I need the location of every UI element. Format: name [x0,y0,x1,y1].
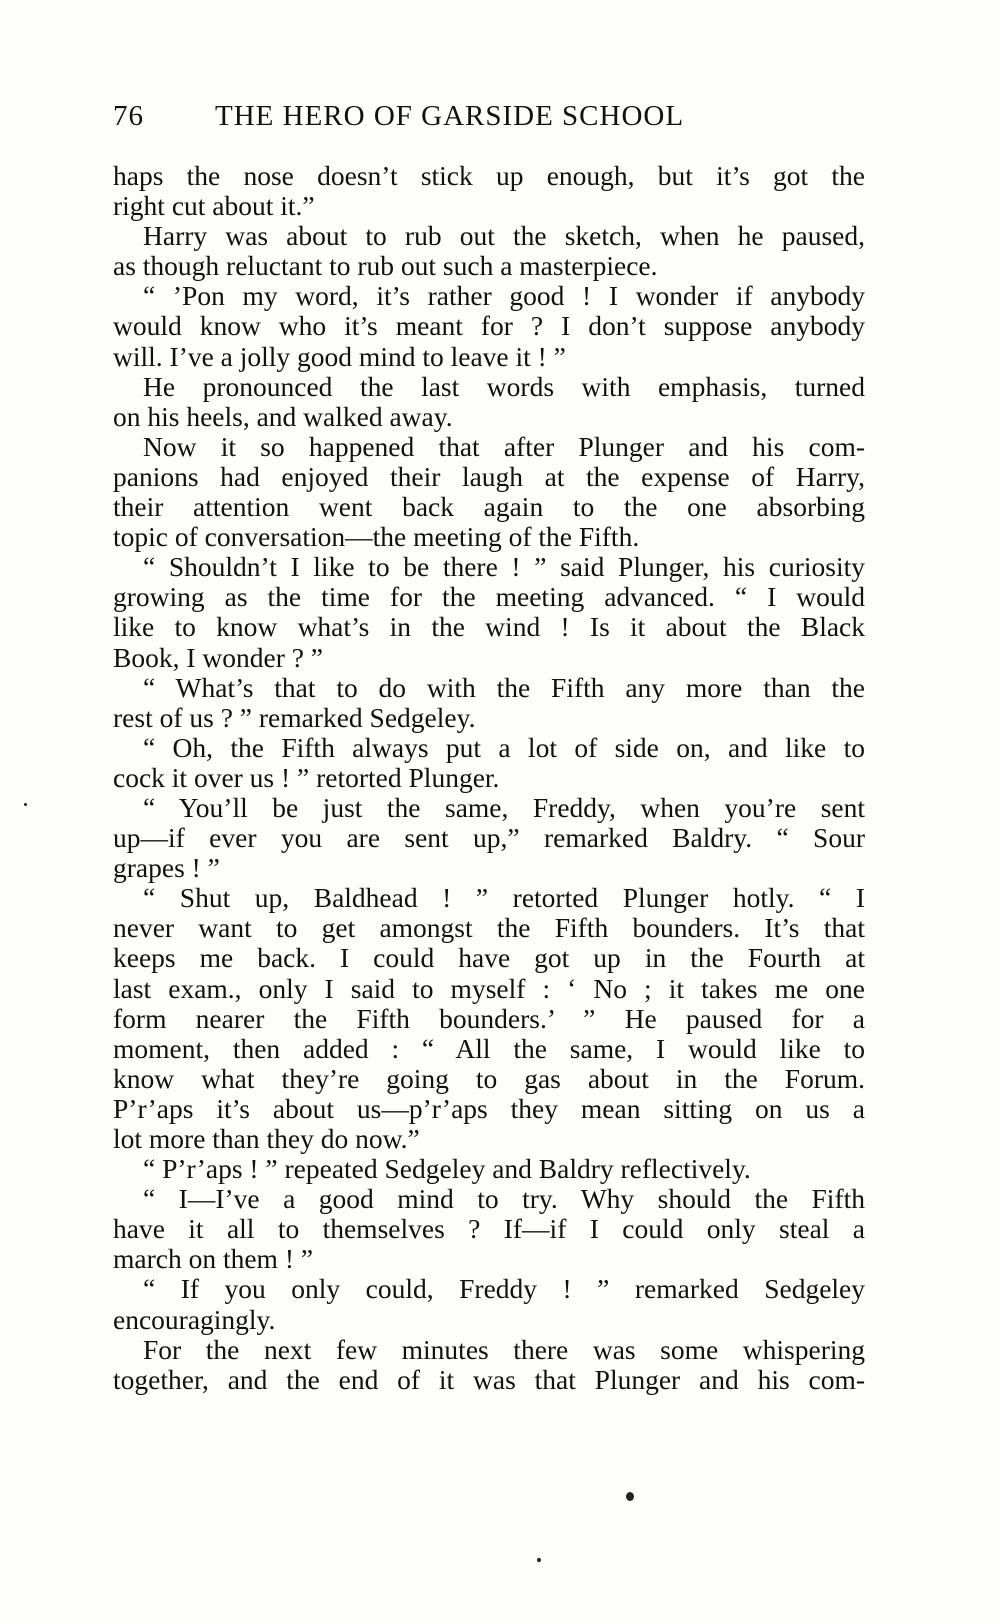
text-line: will. I’ve a jolly good mind to leave it ! ” [113,341,566,372]
text-line: haps the nose doesn’t stick up enough, but it’s got the [113,161,865,191]
text-line: Now it so happened that after Plunger and his com- [143,431,865,462]
text-line: right cut about it.” [113,191,315,222]
page-number: 76 [113,100,144,132]
text-line: have it all to themselves ? If—if I could only steal a [113,1214,865,1245]
text-line: For the next few minutes there was some whispering [143,1334,865,1365]
text-line: keeps me back. I could have got up in the Fourth at [113,943,865,974]
body-text [113,161,865,1395]
text-line: topic of conversation—the meeting of the Fifth. [113,522,640,553]
text-line: panions had enjoyed their laugh at the expense of Harry, [113,461,865,492]
text-line: “ ’Pon my word, it’s rather good ! I wonder if anybody [143,281,865,312]
text-line: He pronounced the last words with emphasis, turned [143,371,865,402]
text-line: Harry was about to rub out the sketch, when he paused, [143,221,865,252]
running-header [113,100,873,140]
text-line: like to know what’s in the wind ! Is it about the Black [113,612,865,643]
text-line: “ Oh, the Fifth always put a lot of side on, and like to [143,732,865,763]
text-line: “ P’r’aps ! ” repeated Sedgeley and Baldry reflectively. [143,1154,751,1185]
text-line: on his heels, and walked away. [113,401,453,432]
text-line: last exam., only I said to myself : ‘ No ; it takes me one [113,973,865,1004]
text-line: “ Shouldn’t I like to be there ! ” said Plunger, his curiosity [143,552,865,583]
text-line: moment, then added : “ All the same, I would like to [113,1033,865,1064]
text-line: never want to get amongst the Fifth bounders. It’s that [113,913,865,944]
text-line: P’r’aps it’s about us—p’r’aps they mean sitting on us a [113,1093,865,1124]
text-line: together, and the end of it was that Plunger and his com- [113,1364,865,1395]
text-line: as though reluctant to rub out such a masterpiece. [113,251,658,282]
text-line: rest of us ? ” remarked Sedgeley. [113,702,476,733]
ink-speck [537,1558,541,1562]
text-line: lot more than they do now.” [113,1124,420,1154]
text-line: know what they’re going to gas about in the Forum. [113,1063,865,1094]
text-line: cock it over us ! ” retorted Plunger. [113,762,500,793]
text-line: “ Shut up, Baldhead ! ” retorted Plunger hotly. “ I [143,883,865,914]
text-line: Book, I wonder ? ” [113,642,324,673]
text-line: “ I—I’ve a good mind to try. Why should the Fifth [143,1184,865,1215]
ink-speck [24,803,27,806]
text-line: form nearer the Fifth bounders.’ ” He paused for a [113,1003,865,1034]
text-line: grapes ! ” [113,853,220,884]
text-line: encouragingly. [113,1304,276,1335]
text-line: their attention went back again to the one absorbing [113,492,865,523]
text-line: up—if ever you are sent up,” remarked Baldry. “ Sour [113,823,865,854]
text-line: would know who it’s meant for ? I don’t suppose anybody [113,311,865,342]
text-line: march on them ! ” [113,1244,314,1275]
text-line: growing as the time for the meeting advanced. “ I would [113,582,865,613]
text-line: “ What’s that to do with the Fifth any more than the [143,672,865,703]
ink-speck [626,1492,634,1501]
text-line: “ If you only could, Freddy ! ” remarked Sedgeley [143,1274,865,1305]
text-line: “ You’ll be just the same, Freddy, when you’re sent [143,792,865,823]
running-title: THE HERO OF GARSIDE SCHOOL [215,100,685,132]
